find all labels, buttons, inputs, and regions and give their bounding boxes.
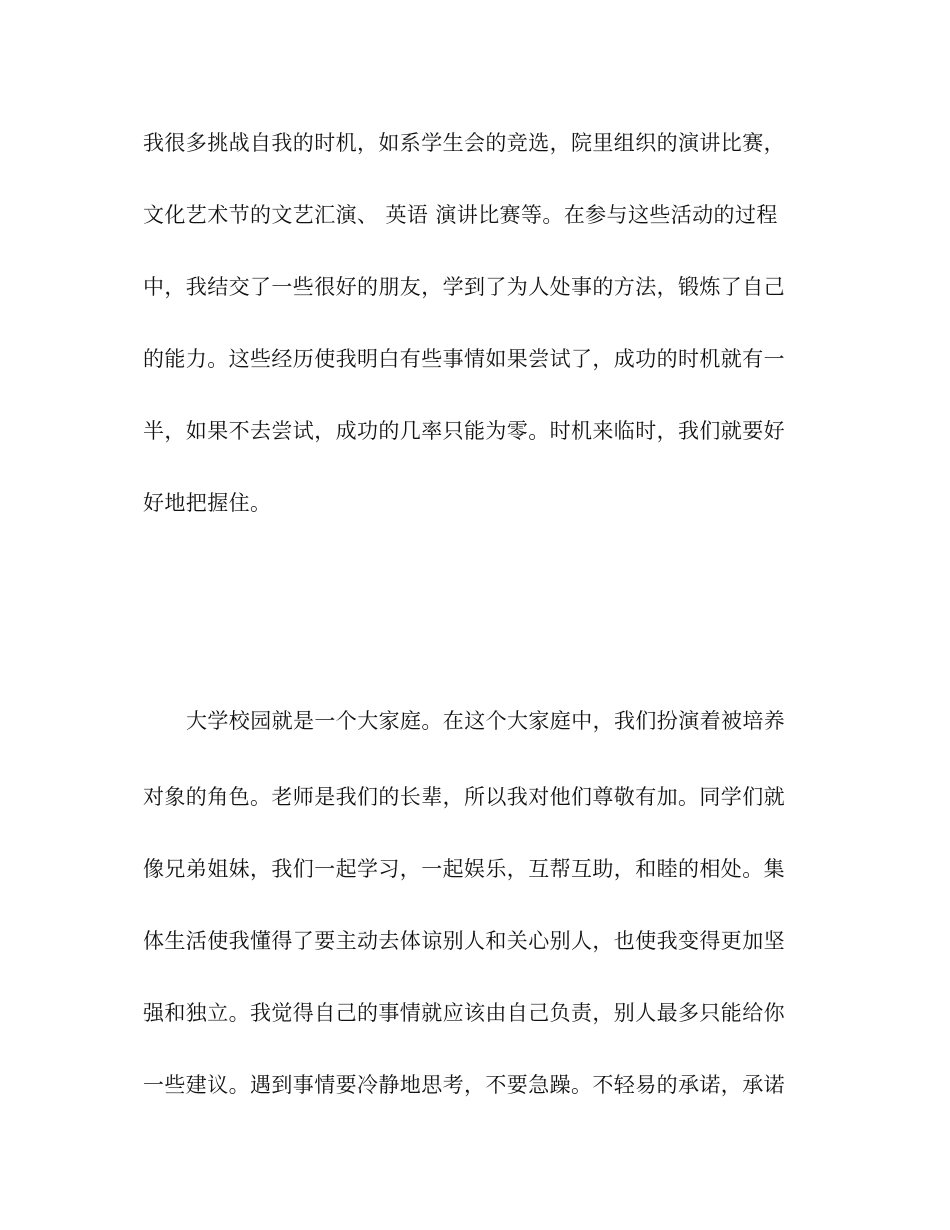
text-line: 的能力。这些经历使我明白有些事情如果尝试了，成功的时机就有一 (143, 347, 785, 371)
text-line: 体生活使我懂得了要主动去体谅别人和关心别人，也使我变得更加坚 (143, 929, 785, 953)
text-line: 中，我结交了一些很好的朋友，学到了为人处事的方法，锻炼了自己 (143, 275, 785, 299)
text-line: 一些建议。遇到事情要冷静地思考，不要急躁。不轻易的承诺，承诺 (143, 1073, 785, 1097)
text-line: 半，如果不去尝试，成功的几率只能为零。时机来临时，我们就要好 (143, 419, 785, 443)
text-line: 好地把握住。 (143, 491, 272, 515)
text-line: 对象的角色。老师是我们的长辈，所以我对他们尊敬有加。同学们就 (143, 785, 785, 809)
text-line: 强和独立。我觉得自己的事情就应该由自己负责，别人最多只能给你 (143, 1001, 785, 1025)
text-line: 像兄弟姐妹，我们一起学习，一起娱乐，互帮互助，和睦的相处。集 (143, 857, 785, 881)
text-line: 我很多挑战自我的时机，如系学生会的竞选，院里组织的演讲比赛， (143, 131, 785, 155)
text-line: 大学校园就是一个大家庭。在这个大家庭中，我们扮演着被培养 (186, 709, 786, 733)
text-line: 文化艺术节的文艺汇演、 英语 演讲比赛等。在参与这些活动的过程 (143, 203, 778, 227)
